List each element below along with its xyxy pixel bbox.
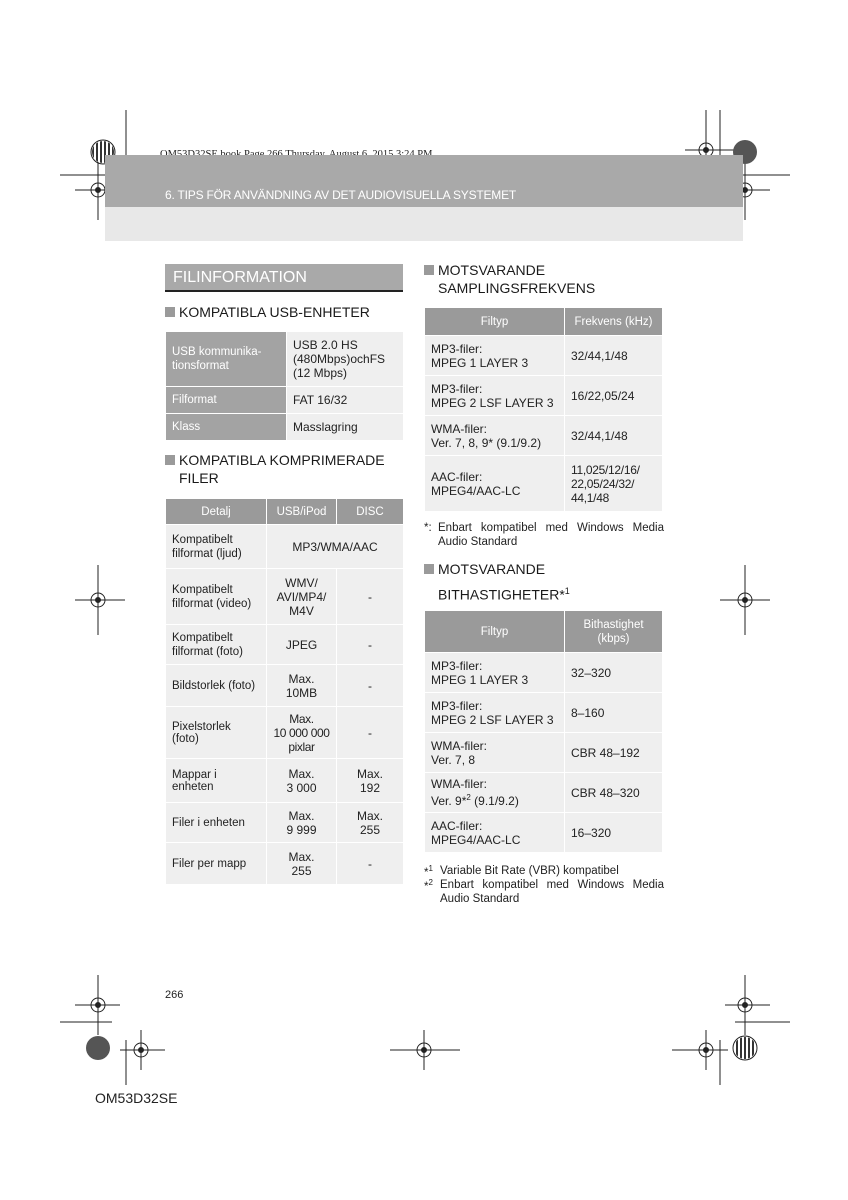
usb-cell: JPEG — [267, 625, 337, 665]
sampling-heading-line2: SAMPLINGSFREKVENS — [438, 280, 596, 296]
usb-cell: Max. 10MB — [267, 665, 337, 707]
usb-cell: Max. 10 000 000 pixlar — [267, 707, 337, 759]
filetype-cell: MP3-filer: MPEG 1 LAYER 3 — [425, 653, 565, 693]
usb-label-1: Filformat — [166, 387, 287, 414]
filetype-line2-suffix: (9.1/9.2) — [470, 794, 519, 808]
bitrate-table — [424, 610, 663, 853]
footnote-mark — [424, 876, 433, 894]
row-label: Kompatibelt filformat (video) — [166, 569, 267, 625]
table-row — [425, 456, 663, 512]
table-row — [166, 707, 404, 759]
sampling-table — [424, 307, 663, 512]
col-header-detail: Detalj — [166, 499, 267, 525]
compressed-heading — [165, 451, 405, 487]
disc-cell: - — [337, 843, 404, 885]
disc-cell: - — [337, 665, 404, 707]
table-row — [425, 733, 663, 773]
document-id: OM53D32SE — [95, 1090, 178, 1106]
sampling-heading-line1: MOTSVARANDE — [438, 262, 546, 278]
bitrate-heading — [424, 560, 664, 604]
table-row — [166, 525, 404, 569]
footnote-mark: *: — [424, 522, 432, 534]
disc-cell: - — [337, 569, 404, 625]
table-row — [166, 387, 404, 414]
compressed-heading-line1: KOMPATIBLA KOMPRIMERADE — [179, 452, 385, 468]
disc-cell: Max. 255 — [337, 803, 404, 843]
table-row — [425, 336, 663, 376]
table-row — [166, 665, 404, 707]
table-row — [166, 803, 404, 843]
filetype-cell: MP3-filer: MPEG 2 LSF LAYER 3 — [425, 376, 565, 416]
filetype-cell — [425, 773, 565, 813]
filetype-cell: MP3-filer: MPEG 2 LSF LAYER 3 — [425, 693, 565, 733]
value-cell: 16–320 — [565, 813, 663, 853]
row-label: Kompatibelt filformat (foto) — [166, 625, 267, 665]
page-number: 266 — [165, 989, 184, 1001]
usb-heading-text: KOMPATIBLA USB-ENHETER — [179, 304, 370, 320]
filetype-cell: WMA-filer: Ver. 7, 8, 9* (9.1/9.2) — [425, 416, 565, 456]
footnote-sup: 2 — [428, 878, 433, 887]
table-header-row — [166, 499, 404, 525]
table-row — [425, 773, 663, 813]
section-title: FILINFORMATION — [165, 264, 403, 292]
filetype-cell: AAC-filer: MPEG4/AAC-LC — [425, 813, 565, 853]
col-header-usb: USB/iPod — [267, 499, 337, 525]
usb-value-1: FAT 16/32 — [287, 387, 404, 414]
usb-heading — [165, 303, 370, 321]
col-header-filetype: Filtyp — [425, 308, 565, 336]
bitrate-heading-line2: BITHASTIGHETER* — [438, 586, 565, 603]
value-cell: 8–160 — [565, 693, 663, 733]
disc-cell: - — [337, 707, 404, 759]
usb-label-0: USB kommunika- tionsformat — [166, 332, 287, 387]
table-row — [425, 376, 663, 416]
bitrate-footnote-1 — [424, 864, 664, 878]
footnote-star: * — [424, 866, 429, 879]
square-bullet-icon — [424, 265, 434, 275]
footnote-text: Variable Bit Rate (VBR) kompatibel — [440, 865, 619, 877]
table-row — [166, 414, 404, 441]
chapter-header: 6. TIPS FÖR ANVÄNDNING AV DET AUDIOVISUELLA SYSTEMET — [165, 188, 517, 202]
usb-cell: Max. 3 000 — [267, 759, 337, 803]
usb-value-2: Masslagring — [287, 414, 404, 441]
col-header-frequency: Frekvens (kHz) — [565, 308, 663, 336]
value-cell: CBR 48–192 — [565, 733, 663, 773]
table-row — [166, 759, 404, 803]
usb-cell: Max. 9 999 — [267, 803, 337, 843]
filetype-cell: MP3-filer: MPEG 1 LAYER 3 — [425, 336, 565, 376]
disc-cell: Max. 192 — [337, 759, 404, 803]
value-cell: 32–320 — [565, 653, 663, 693]
bitrate-heading-line2-wrap — [424, 582, 664, 604]
filetype-cell: AAC-filer: MPEG4/AAC-LC — [425, 456, 565, 512]
footnote-text: Enbart kompatibel med Windows Media Audio Standard — [438, 522, 664, 548]
filetype-cell: WMA-filer: Ver. 7, 8 — [425, 733, 565, 773]
compressed-heading-line2: FILER — [179, 470, 219, 486]
merged-value: MP3/WMA/AAC — [267, 525, 404, 569]
usb-table — [165, 331, 404, 441]
row-label: Kompatibelt filformat (ljud) — [166, 525, 267, 569]
filetype-line2: Ver. 9* — [431, 794, 467, 808]
table-header-row — [425, 308, 663, 336]
footnote-text: Enbart kompatibel med Windows Media Audio Standard — [440, 879, 664, 905]
square-bullet-icon — [424, 564, 434, 574]
row-label: Bildstorlek (foto) — [166, 665, 267, 707]
col-header-filetype: Filtyp — [425, 611, 565, 653]
disc-cell: - — [337, 625, 404, 665]
table-row — [425, 813, 663, 853]
row-label: Mappar i enheten — [166, 759, 267, 803]
table-row — [166, 843, 404, 885]
bitrate-heading-line1: MOTSVARANDE — [438, 561, 546, 577]
table-row — [166, 625, 404, 665]
row-label: Filer i enheten — [166, 803, 267, 843]
filetype-line1: WMA-filer: — [431, 777, 487, 791]
square-bullet-icon — [165, 307, 175, 317]
footnote-sup: 1 — [428, 864, 433, 873]
row-label: Pixelstorlek (foto) — [166, 707, 267, 759]
bitrate-footnote-2 — [424, 878, 664, 906]
usb-value-0: USB 2.0 HS (480Mbps)ochFS (12 Mbps) — [287, 332, 404, 387]
value-cell: 32/44,1/48 — [565, 416, 663, 456]
usb-label-2: Klass — [166, 414, 287, 441]
row-label: Filer per mapp — [166, 843, 267, 885]
footnote-star: * — [424, 880, 429, 893]
table-row — [166, 569, 404, 625]
col-header-disc: DISC — [337, 499, 404, 525]
header-light-band — [105, 207, 743, 241]
compressed-table — [165, 498, 404, 885]
value-cell: 16/22,05/24 — [565, 376, 663, 416]
value-cell: 11,025/12/16/ 22,05/24/32/ 44,1/48 — [565, 456, 663, 512]
usb-cell: WMV/ AVI/MP4/ M4V — [267, 569, 337, 625]
col-header-bitrate: Bithastighet (kbps) — [565, 611, 663, 653]
table-header-row — [425, 611, 663, 653]
table-row — [425, 693, 663, 733]
value-cell: CBR 48–320 — [565, 773, 663, 813]
table-row — [166, 332, 404, 387]
heading-superscript: 1 — [564, 586, 570, 596]
filetype-superscript: 2 — [466, 793, 471, 802]
square-bullet-icon — [165, 455, 175, 465]
table-row — [425, 416, 663, 456]
value-cell: 32/44,1/48 — [565, 336, 663, 376]
usb-cell: Max. 255 — [267, 843, 337, 885]
sampling-heading — [424, 261, 664, 297]
table-row — [425, 653, 663, 693]
sampling-footnote — [424, 521, 664, 549]
